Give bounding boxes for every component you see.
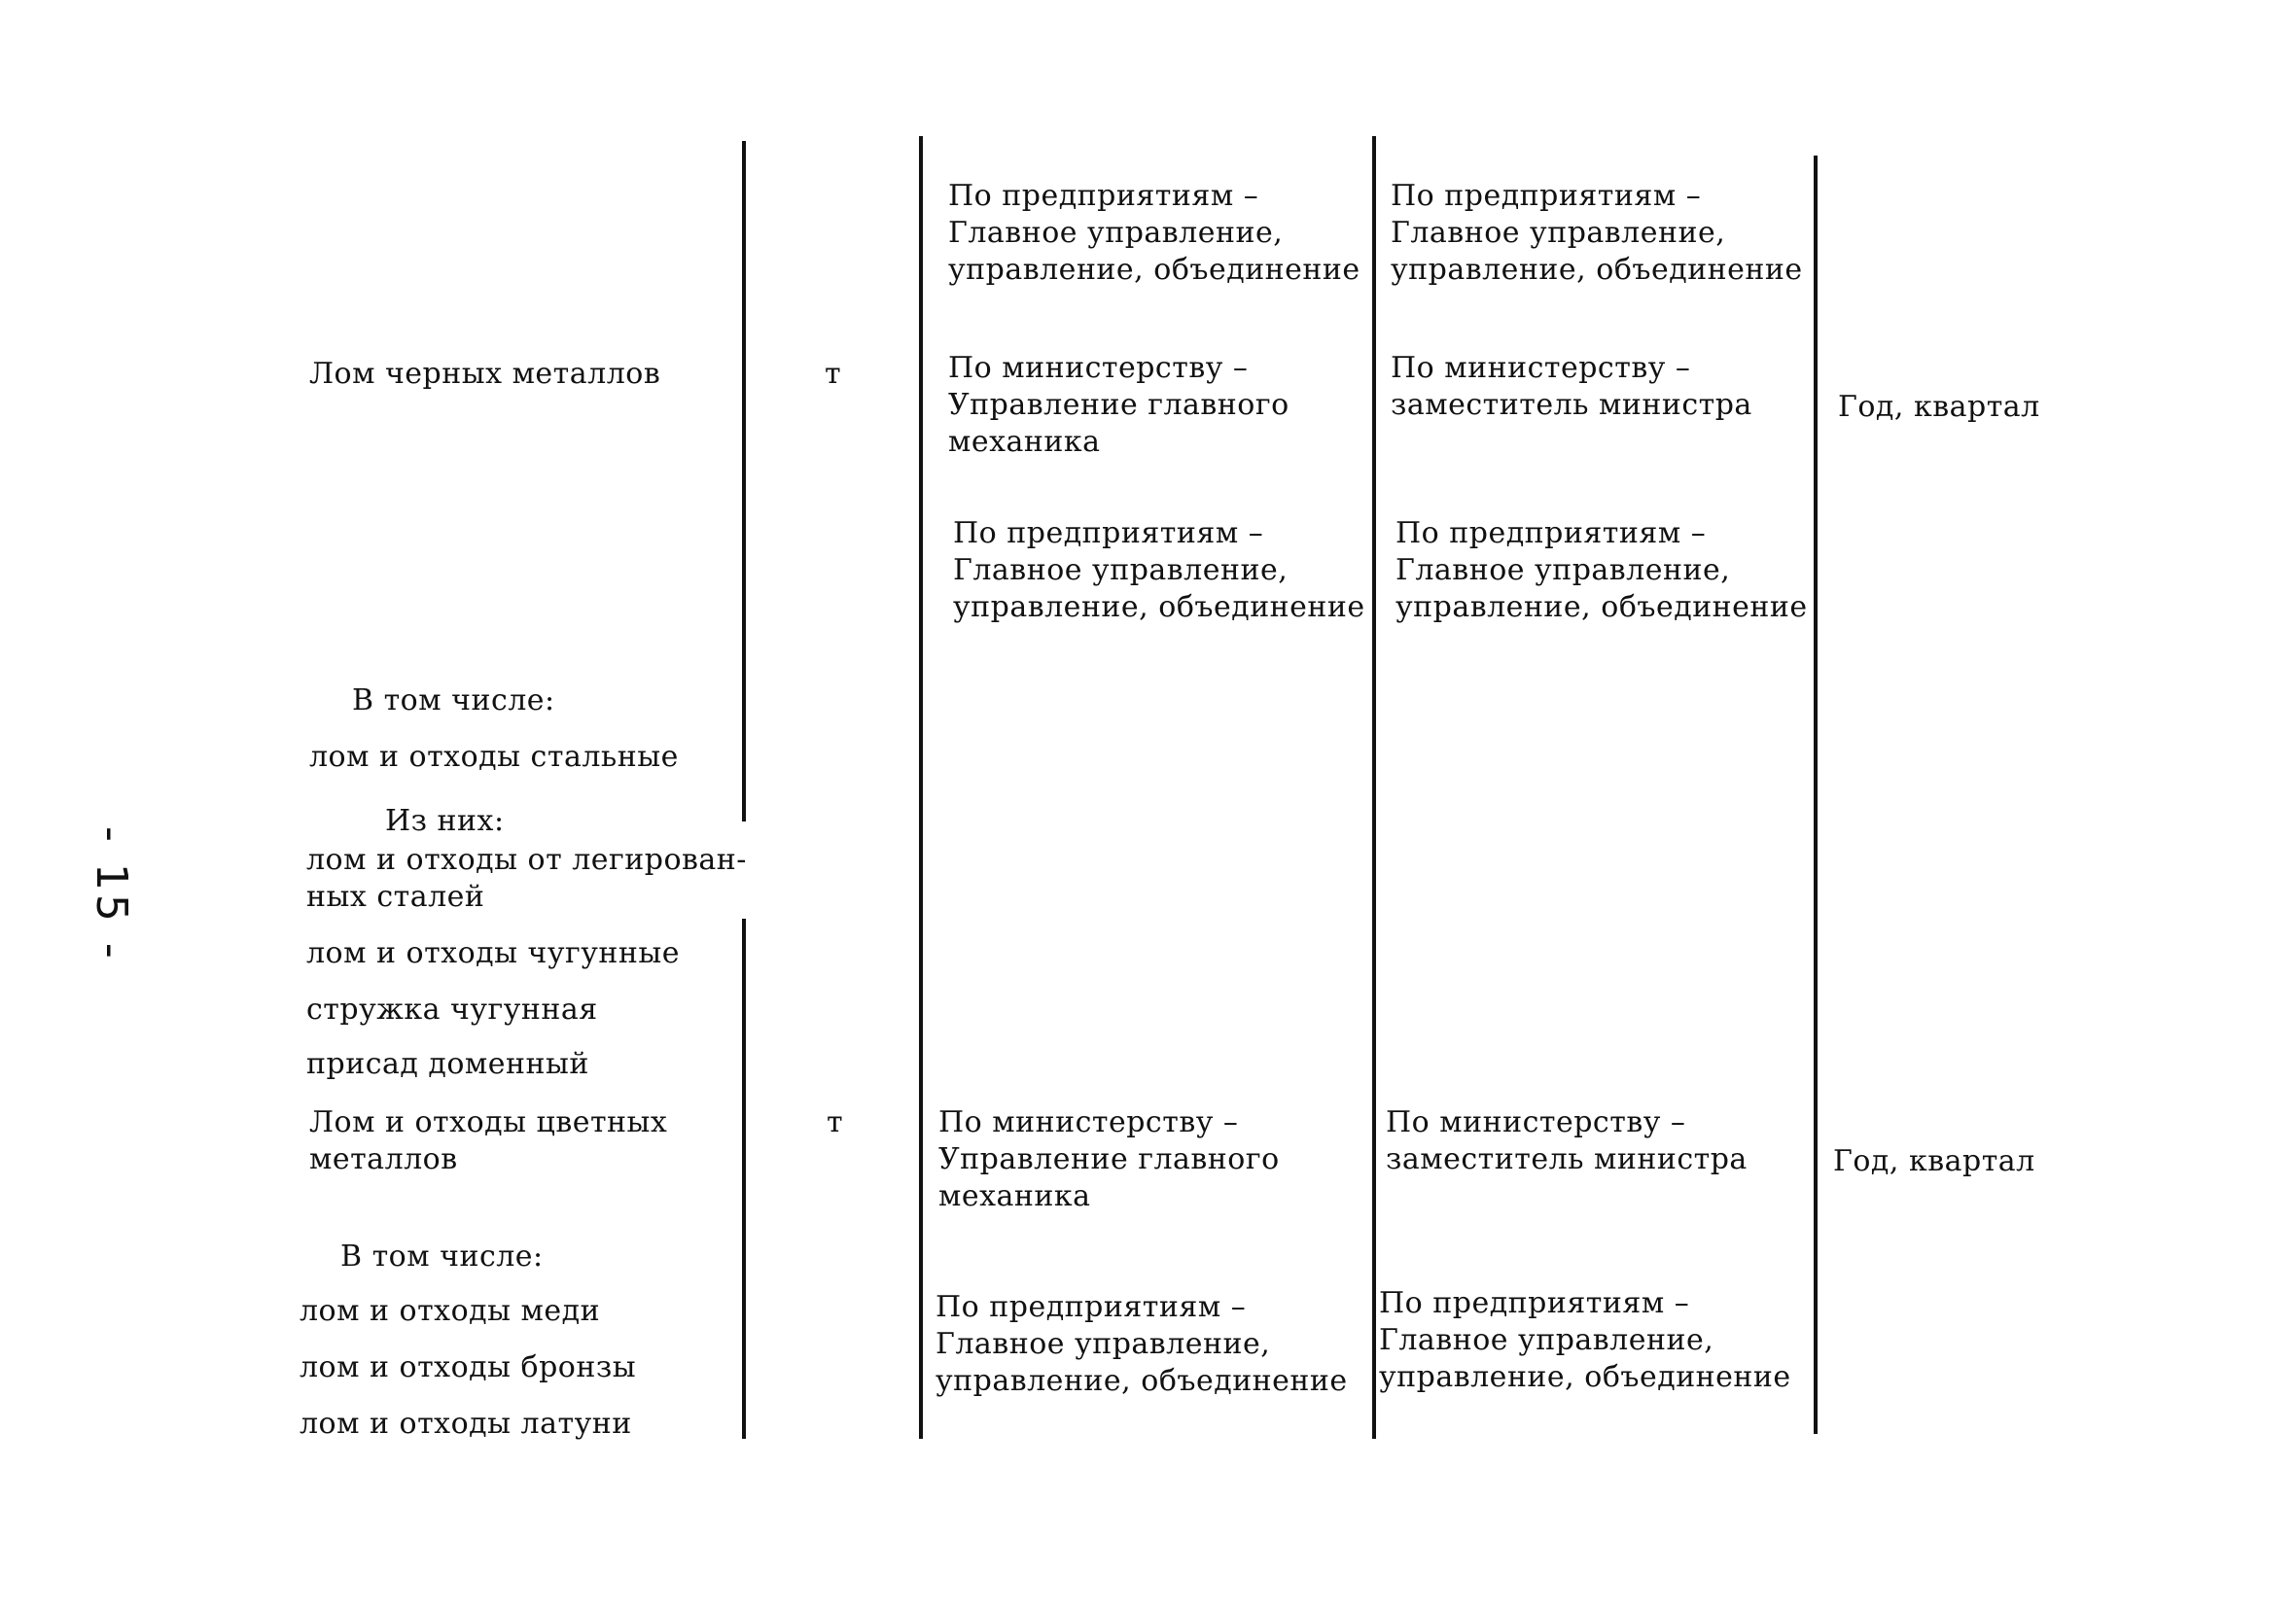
column-rule-2 xyxy=(919,136,923,1439)
column-rule-1 xyxy=(742,141,746,821)
group1-sub-alloy-line1: лом и отходы от легирован- xyxy=(306,843,747,877)
group2-sub-brass: лом и отходы латуни xyxy=(300,1407,632,1441)
group1-including-label: В том числе: xyxy=(352,683,555,717)
column-rule-4 xyxy=(1814,156,1818,1434)
group2-row1-col4: По министерству – заместитель министра xyxy=(1386,1105,1748,1176)
group1-unit: т xyxy=(825,357,842,391)
group2-row2-col4: По предприятиям – Главное управление, управление, объединение xyxy=(1379,1286,1791,1394)
group2-unit: т xyxy=(827,1105,844,1139)
group2-sub-copper: лом и отходы меди xyxy=(300,1294,601,1328)
column-rule-1b xyxy=(742,919,746,1439)
group1-row1-col3: По предприятиям – Главное управление, управление, объединение xyxy=(948,179,1360,287)
group1-sub-shavings: стружка чугунная xyxy=(306,993,598,1027)
group1-row1-col4: По предприятиям – Главное управление, управление, объединение xyxy=(1391,179,1803,287)
column-rule-3 xyxy=(1372,136,1376,1439)
group1-of-them-label: Из них: xyxy=(385,804,505,838)
group2-including-label: В том числе: xyxy=(340,1240,544,1274)
group2-row1-col3: По министерству – Управление главного механика xyxy=(938,1105,1280,1213)
group1-sub-steel: лом и отходы стальные xyxy=(309,740,679,774)
group1-row3-col4: По предприятиям – Главное управление, управление, объединение xyxy=(1395,516,1808,624)
page-number: - 15 - xyxy=(87,826,136,962)
group2-name-line1: Лом и отходы цветных xyxy=(309,1105,668,1139)
group2-period: Год, квартал xyxy=(1833,1144,2035,1178)
group1-row3-col3: По предприятиям – Главное управление, управление, объединение xyxy=(953,516,1365,624)
group1-name: Лом черных металлов xyxy=(309,357,661,391)
group1-sub-blast-furnace: присад доменный xyxy=(306,1047,589,1081)
group2-sub-bronze: лом и отходы бронзы xyxy=(300,1350,637,1384)
group2-row2-col3: По предприятиям – Главное управление, управление, объединение xyxy=(936,1290,1348,1398)
group1-sub-alloy-line2: ных сталей xyxy=(306,880,485,914)
group2-name-line2: металлов xyxy=(309,1142,458,1176)
group1-row2-col3: По министерству – Управление главного механика xyxy=(948,351,1289,459)
group1-sub-cast-iron: лом и отходы чугунные xyxy=(306,936,681,970)
group1-period: Год, квартал xyxy=(1838,390,2040,424)
group1-row2-col4: По министерству – заместитель министра xyxy=(1391,351,1752,422)
